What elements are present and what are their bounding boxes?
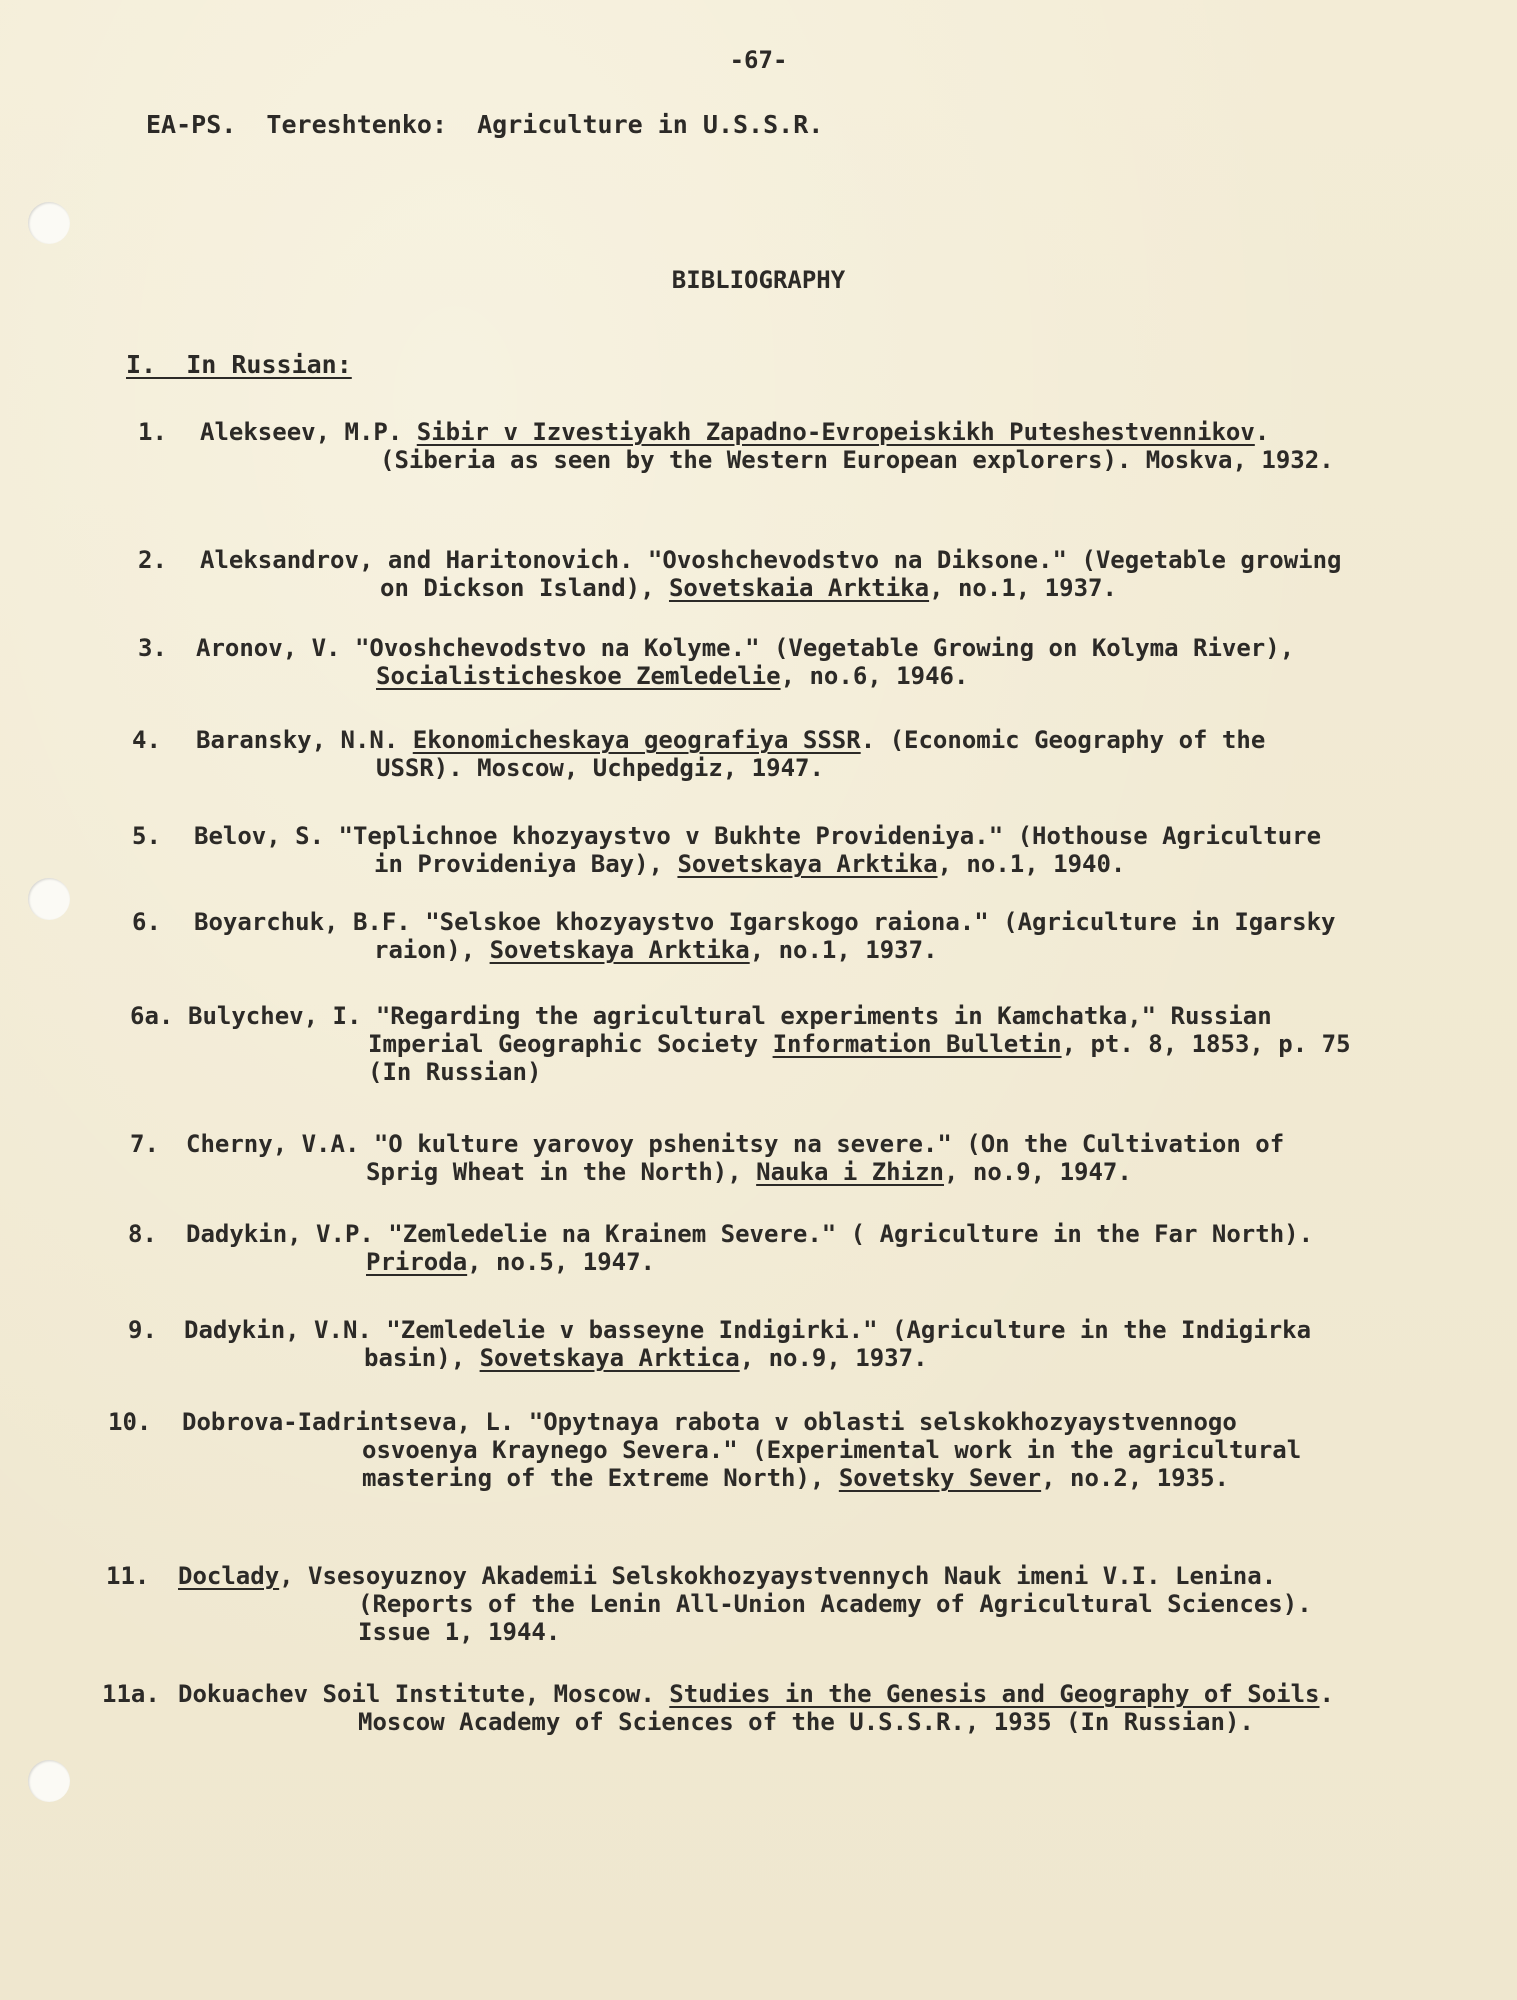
entry-text-part: Aleksandrov, and Haritonovich. "Ovoshchevodstvo na Diksone." (Vegetable growing on Dickson Island), — [200, 546, 1342, 602]
entry-number: 7. — [130, 1130, 159, 1158]
entry-text-part: , no.5, 1947. — [467, 1248, 655, 1276]
entry-number: 6. — [132, 908, 161, 936]
entry-text-part: , pt. 8, 1853, p. 75 (In Russian) — [368, 1030, 1351, 1086]
underlined-title: Nauka i Zhizn — [756, 1158, 944, 1186]
underlined-title: Studies in the Genesis and Geography of Soils — [669, 1680, 1320, 1708]
entry-number: 5. — [132, 822, 161, 850]
punch-hole — [28, 878, 70, 920]
entry-text-part: . (Siberia as seen by the Western European explorers). Moskva, 1932. — [380, 418, 1334, 474]
entry-text-part: , no.2, 1935. — [1041, 1464, 1229, 1492]
entry-text-part: Aronov, V. "Ovoshchevodstvo na Kolyme." (Vegetable Growing on Kolyma River), — [196, 634, 1295, 662]
entry-text-part: Dokuachev Soil Institute, Moscow. — [178, 1680, 670, 1708]
entry-text-part: . (Economic Geography of the USSR). Moscow, Uchpedgiz, 1947. — [376, 726, 1266, 782]
entry-number: 11a. — [102, 1680, 160, 1708]
entry-text — [194, 908, 1355, 964]
underlined-title: Priroda — [366, 1248, 468, 1276]
entry-number: 4. — [132, 726, 161, 754]
entry-text — [184, 1316, 1355, 1372]
entry-text — [186, 1130, 1355, 1186]
entry-text-part: , no.6, 1946. — [780, 662, 969, 690]
header-line: EA-PS. Tereshtenko: Agriculture in U.S.S.R. — [146, 110, 824, 139]
entry-number: 2. — [138, 546, 167, 574]
entry-text — [200, 418, 1355, 474]
entry-text — [200, 546, 1355, 602]
punch-hole — [28, 1760, 70, 1802]
underlined-title: Sovetskaya Arktika — [677, 850, 938, 878]
entry-text-part: . Moscow Academy of Sciences of the U.S.S.R., 1935 (In Russian). — [358, 1680, 1334, 1736]
underlined-title: Information Bulletin — [772, 1030, 1062, 1058]
entry-text — [186, 1220, 1355, 1276]
entry-number: 9. — [128, 1316, 157, 1344]
entry-number: 8. — [128, 1220, 157, 1248]
underlined-title: Sovetsky Sever — [838, 1464, 1042, 1492]
entry-text-part: , no.9, 1937. — [739, 1344, 928, 1372]
entry-text-part: , no.1, 1937. — [749, 936, 938, 964]
entry-number: 1. — [138, 418, 167, 446]
entry-text — [196, 634, 1355, 690]
underlined-title: Sovetskaia Arktika — [668, 574, 930, 602]
entry-number: 10. — [108, 1408, 152, 1436]
underlined-title: Sovetskaya Arktica — [479, 1344, 740, 1372]
entry-text-part: Dadykin, V.N. "Zemledelie v basseyne Indigirki." (Agriculture in the Indigirka basin), — [184, 1316, 1312, 1372]
underlined-title: Ekonomicheskaya geografiya SSSR — [412, 726, 861, 754]
entry-number: 3. — [138, 634, 167, 662]
entry-text-part: Belov, S. "Teplichnoe khozyaystvo v Bukhte Provideniya." (Hothouse Agriculture in Provideniya Bay), — [194, 822, 1322, 878]
underlined-title: Doclady — [178, 1562, 280, 1590]
entry-text — [178, 1680, 1355, 1736]
entry-text-part: Dadykin, V.P. "Zemledelie na Krainem Severe." ( Agriculture in the Far North). — [186, 1220, 1314, 1248]
entry-number: 6a. — [130, 1002, 174, 1030]
entry-text — [178, 1562, 1355, 1646]
entry-text — [194, 822, 1355, 878]
entry-text-part: Cherny, V.A. "O kulture yarovoy pshenitsy na severe." (On the Cultivation of Sprig Wheat in the North), — [186, 1130, 1285, 1186]
entry-text — [182, 1408, 1355, 1492]
entry-text-part: Bulychev, I. "Regarding the agricultural experiments in Kamchatka," Russian Imperial Geographic Society — [188, 1002, 1272, 1058]
punch-hole — [28, 202, 70, 244]
entry-text-part: Alekseev, M.P. — [200, 418, 417, 446]
section-title: BIBLIOGRAPHY — [671, 266, 846, 294]
entry-text-part: , Vsesoyuznoy Akademii Selskokhozyaystvennych Nauk imeni V.I. Lenina. (Reports of the Lenin All-Union Academy of Agricultural Sciences). Issue 1, 1944. — [279, 1562, 1312, 1646]
entry-text-part: , no.1, 1937. — [929, 574, 1117, 602]
section-heading: I. In Russian: — [126, 350, 352, 379]
entry-text-part: Dobrova-Iadrintseva, L. "Opytnaya rabota v oblasti selskokhozyaystvennogo osvoenya Kraynego Severa." (Experimental work in the agricultural mastering of the Extreme North), — [182, 1408, 1302, 1492]
entry-text-part: , no.9, 1947. — [943, 1158, 1132, 1186]
entry-text-part: , no.1, 1940. — [937, 850, 1126, 878]
underlined-title: Sovetskaya Arktika — [489, 936, 750, 964]
entry-text — [196, 726, 1355, 782]
entry-text-part: Boyarchuk, B.F. "Selskoe khozyaystvo Igarskogo raiona." (Agriculture in Igarsky raion), — [194, 908, 1336, 964]
page-number: -67- — [729, 46, 788, 74]
entry-number: 11. — [106, 1562, 150, 1590]
underlined-title: Sibir v Izvestiyakh Zapadno-Evropeiskikh Puteshestvennikov — [416, 418, 1255, 446]
entry-text — [188, 1002, 1355, 1086]
entry-text-part: Baransky, N.N. — [196, 726, 413, 754]
underlined-title: Socialisticheskoe Zemledelie — [376, 662, 781, 690]
